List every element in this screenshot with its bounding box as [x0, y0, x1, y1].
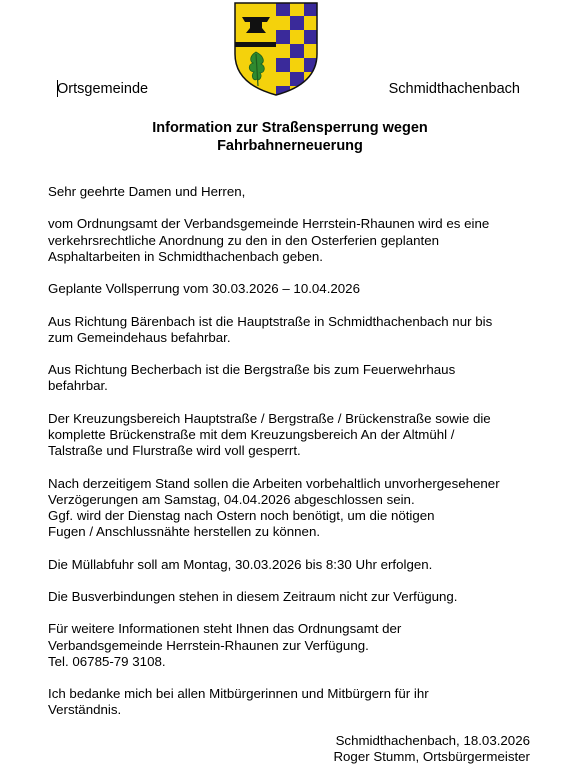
title-line-1: Information zur Straßensperrung wegen: [152, 120, 428, 136]
paragraph-bus: Die Busverbindungen stehen in diesem Zeitraum nicht zur Verfügung.: [48, 588, 458, 604]
document-body: [48, 184, 548, 735]
paragraph-completion: Nach derzeitigem Stand sollen die Arbeiten vorbehaltlich unvorhergesehener Verzögerungen am Samstag, 04.04.2026 abgeschlossen sein. Ggf. wird der Dienstag nach Ostern noch benötigt, um die nötigen Fugen / Anschlussnähte herstellen zu können.: [48, 475, 500, 540]
paragraph-thanks: Ich bedanke mich bei allen Mitbürgerinnen und Mitbürgern für ihr Verständnis.: [48, 686, 429, 718]
paragraph-contact: Für weitere Informationen steht Ihnen das Ordnungsamt der Verbandsgemeinde Herrstein-Rhaunen zur Verfügung. Tel. 06785-79 3108.: [48, 621, 402, 669]
paragraph-announcement: vom Ordnungsamt der Verbandsgemeinde Herrstein-Rhaunen wird es eine verkehrsrechtliche Anordnung zu den in den Osterferien geplanten Asphaltarbeiten in Schmidthachenbach geben.: [48, 216, 490, 264]
document-title: [0, 119, 580, 155]
paragraph-closure-dates: Geplante Vollsperrung vom 30.03.2026 – 10.04.2026: [48, 281, 360, 297]
paragraph-baerenbach: Aus Richtung Bärenbach ist die Hauptstraße in Schmidthachenbach nur bis zum Gemeindehaus befahrbar.: [48, 313, 493, 345]
salutation: Sehr geehrte Damen und Herren,: [48, 184, 246, 199]
signature-block: [333, 733, 530, 765]
signature-name-role: Roger Stumm, Ortsbürgermeister: [333, 749, 530, 765]
coat-of-arms-icon: [234, 2, 318, 96]
municipality-label: Ortsgemeinde: [57, 81, 149, 97]
signature-place-date: Schmidthachenbach, 18.03.2026: [335, 733, 530, 748]
municipality-name: Schmidthachenbach: [388, 81, 520, 97]
paragraph-waste-collection: Die Müllabfuhr soll am Montag, 30.03.2026 bis 8:30 Uhr erfolgen.: [48, 556, 433, 572]
paragraph-becherbach: Aus Richtung Becherbach ist die Bergstraße bis zum Feuerwehrhaus befahrbar.: [48, 362, 456, 394]
title-line-2: Fahrbahnerneuerung: [217, 138, 363, 154]
paragraph-intersection: Der Kreuzungsbereich Hauptstraße / Bergstraße / Brückenstraße sowie die komplette Brückenstraße mit dem Kreuzungsbereich An der Altmühl / Talstraße und Flurstraße wird voll gesperrt.: [48, 410, 491, 459]
